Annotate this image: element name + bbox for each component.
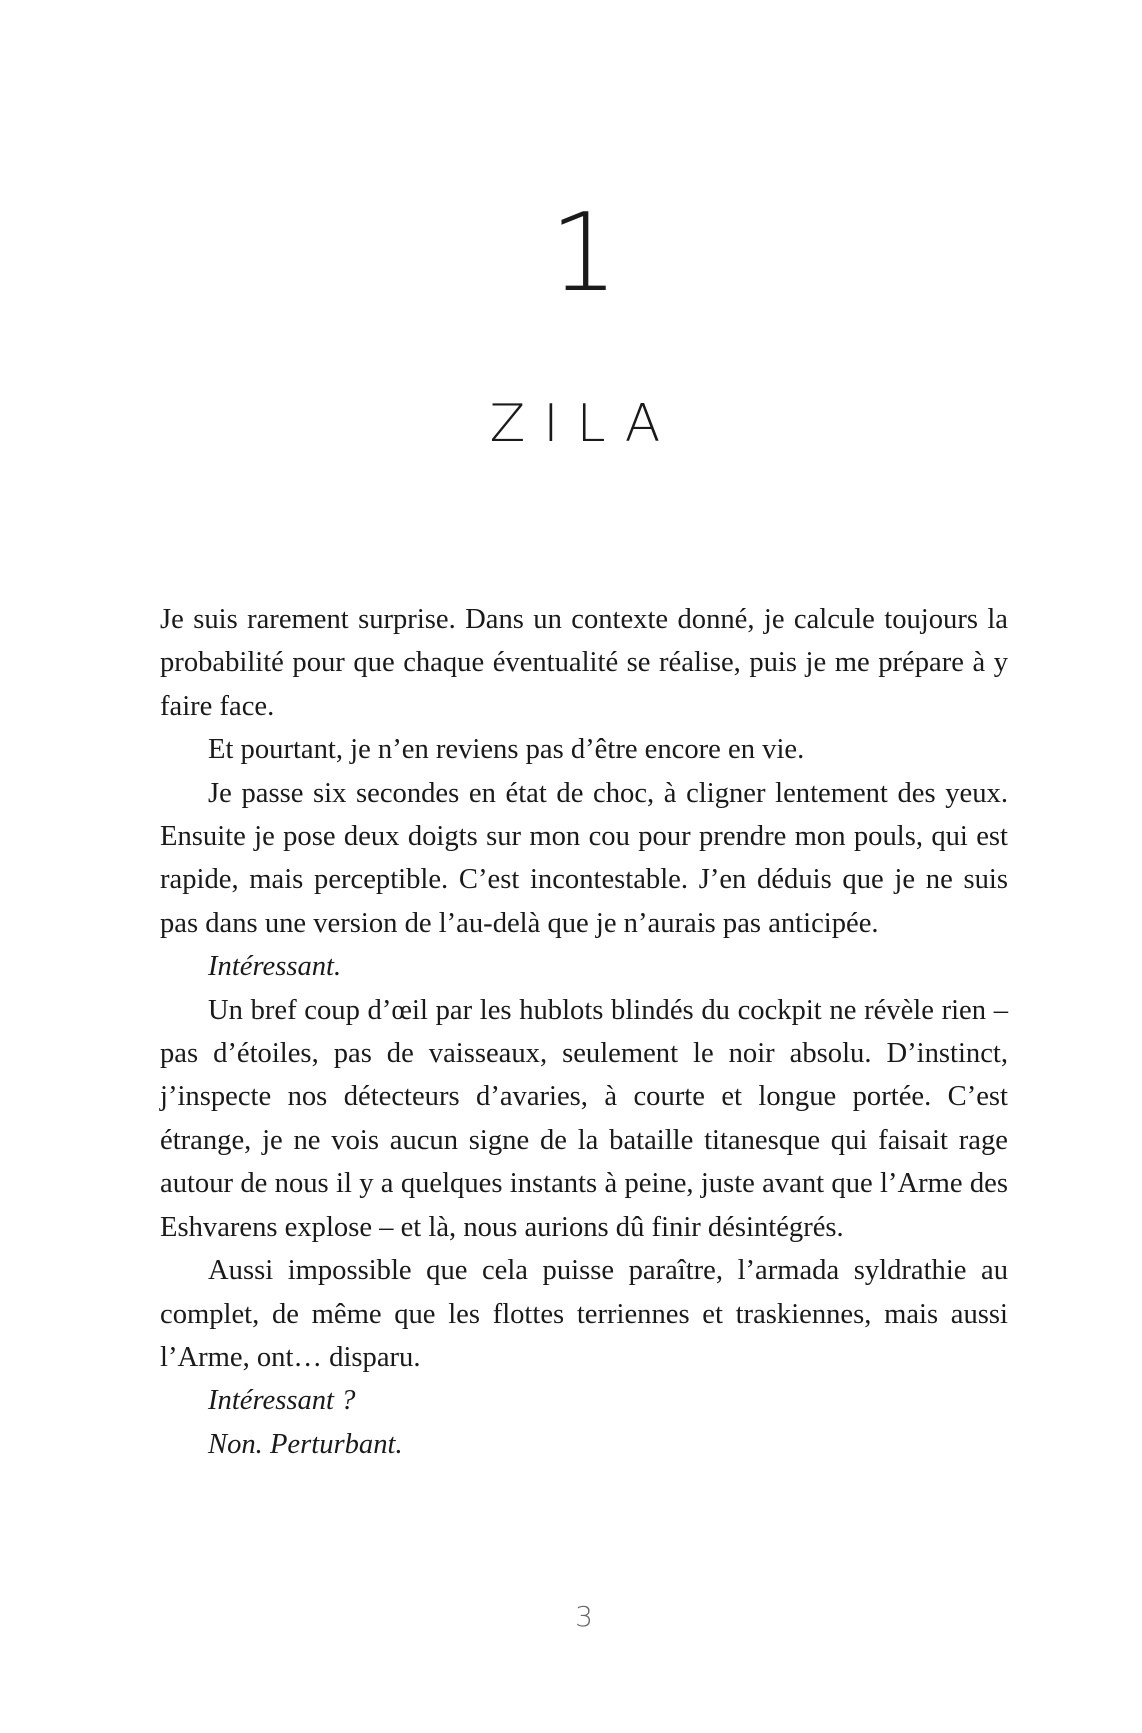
paragraph: Je suis rarement surprise. Dans un contexte donné, je calcule toujours la probabilité pour que chaque éventualité se réalise, puis je me prépare à y faire face. [160, 604, 1008, 722]
paragraph: Aussi impossible que cela puisse paraître, l’armada syldrathie au complet, de même que les flottes terriennes et traskiennes, mais aussi l’Arme, ont… disparu. [160, 1255, 1008, 1373]
chapter-body [160, 598, 1008, 1466]
paragraph-italic: Intéressant ? [208, 1385, 356, 1417]
paragraph: Et pourtant, je n’en reviens pas d’être encore en vie. [208, 734, 805, 766]
paragraph-italic: Intéressant. [208, 951, 342, 983]
chapter-title: ZILA [489, 394, 679, 454]
page-number: 3 [575, 1600, 593, 1633]
chapter-number: 1 [549, 191, 619, 316]
paragraph: Je passe six secondes en état de choc, à cligner lentement des yeux. Ensuite je pose deux doigts sur mon cou pour prendre mon pouls, qui est rapide, mais perceptible. C’est incontestable. J’en déduis que je ne suis pas dans une version de l’au-delà que je n’aurais pas anticipée. [160, 777, 1008, 939]
paragraph-italic: Non. Perturbant. [208, 1428, 403, 1460]
paragraph: Un bref coup d’œil par les hublots blindés du cockpit ne révèle rien – pas d’étoiles, pas de vaisseaux, seulement le noir absolu. D’instinct, j’inspecte nos détecteurs d’avaries, à courte et longue portée. C’est étrange, je ne vois aucun signe de la bataille titanesque qui faisait rage autour de nous il y a quelques instants à peine, juste avant que l’Arme des Eshvarens explose – et là, nous aurions dû finir désintégrés. [160, 994, 1008, 1243]
